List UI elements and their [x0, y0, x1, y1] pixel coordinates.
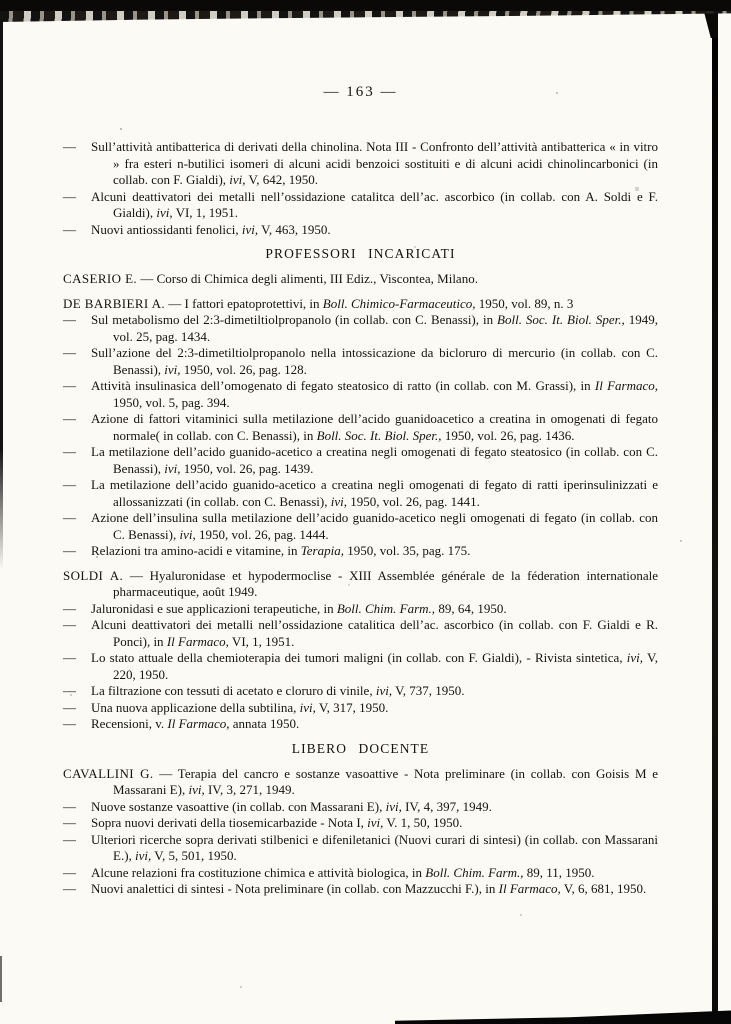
entry-dash: —	[63, 881, 76, 896]
bibliography-entry: — Azione dell’insulina sulla metilazione dell’acido guanido-acetico negli omogenati di fegato (in collab. con C. Benassi), ivi, 1950, vol. 26, pag. 1444.	[63, 510, 658, 542]
entry-group	[63, 271, 658, 288]
entry-dash: —	[63, 378, 76, 393]
page-content	[63, 0, 658, 906]
bibliography-entry: — La filtrazione con tessuti di acetato e cloruro di vinile, ivi, V, 737, 1950.	[63, 683, 465, 698]
entry-dash: —	[63, 650, 76, 665]
entry-dash: —	[63, 221, 76, 237]
bibliography-entry: — Lo stato attuale della chemioterapia dei tumori maligni (in collab. con F. Gialdi), - Rivista sintetica, ivi, V, 220, 1950.	[63, 650, 658, 682]
author-name: CAVALLINI G.	[63, 765, 154, 781]
bibliography-entry: — Nuovi antiossidanti fenolici, ivi, V, 463, 1950.	[63, 221, 331, 237]
bibliography-entry: — Sull’azione del 2:3-dimetiltiolpropanolo nella intossicazione da bicloruro di mercurio (in collab. con C. Benassi), ivi, 1950, vol. 26, pag. 128.	[63, 345, 658, 377]
bibliography-entry: — La metilazione dell’acido guanido-acetico a creatina negli omogenati di fegato steatosico (in collab. con C. Benassi), ivi, 1950, vol. 26, pag. 1439.	[63, 444, 658, 476]
bibliography-entry: — La metilazione dell’acido guanido-acetico a creatina negli omogenati di fegato di ratti iperinsulinizzati e allossanizzati (in collab. con C. Benassi), ivi, 1950, vol. 26, pag. 1441.	[63, 477, 658, 509]
entry-dash: —	[63, 188, 76, 204]
bibliography-entry: — Recensioni, v. Il Farmaco, annata 1950.	[63, 716, 300, 731]
section-heading: LIBERO DOCENTE	[291, 740, 430, 756]
entry-group	[63, 766, 658, 898]
bibliography-entry: — Alcune relazioni fra costituzione chimica e attività biologica, in Boll. Chim. Farm., 89, 11, 1950.	[63, 864, 595, 880]
author-entry: CASERIO E. — Corso di Chimica degli alimenti, III Ediz., Viscontea, Milano.	[63, 271, 478, 286]
scan-edge-right	[712, 8, 718, 1024]
bibliography-entry: — Nuove sostanze vasoattive (in collab. con Massarani E), ivi, IV, 4, 397, 1949.	[63, 798, 492, 814]
author-name: SOLDI A.	[63, 567, 124, 583]
entry-dash: —	[63, 312, 76, 327]
entry-dash: —	[63, 864, 76, 880]
bibliography-entry: — Alcuni deattivatori dei metalli nell’ossidazione catalitica dell’ac. ascorbico (in collab. con F. Gialdi e R. Ponci), in Il Farmaco, VI, 1, 1951.	[63, 617, 658, 649]
entry-group	[63, 139, 658, 238]
author-entry: SOLDI A. — Hyaluronidase et hypodermoclise - XIII Assemblée générale de la féderation internationale pharmaceutique, août 1949.	[63, 567, 659, 599]
bibliography-entry: — Alcuni deattivatori dei metalli nell’ossidazione catalitca dell’ac. ascorbico (in collab. con A. Soldi e F. Gialdi), ivi, VI, 1, 1951.	[63, 188, 658, 220]
entry-dash: —	[63, 444, 76, 459]
bibliography-entry: — Una nuova applicazione della subtilina, ivi, V, 317, 1950.	[63, 699, 389, 715]
entry-dash: —	[63, 510, 76, 525]
scan-edge-bottom	[395, 1008, 731, 1024]
entry-dash: —	[63, 139, 76, 154]
entry-dash: —	[63, 345, 76, 360]
bibliography-entry: — Ulteriori ricerche sopra derivati stilbenici e difeniletanici (Nuovi curari di sintesi) (in collab. con Massarani E.), ivi, V, 5, 501, 1950.	[63, 831, 658, 863]
entry-dash: —	[63, 617, 76, 632]
scan-edge-left-mark	[0, 956, 2, 1002]
scan-edge-top	[0, 0, 731, 11]
bibliography-entry: — Attività insulinasica dell’omogenato di fegato steatosico di ratto (in collab. con M. Grassi), in Il Farmaco, 1950, vol. 5, pag. 394.	[63, 378, 658, 410]
author-entry: DE BARBIERI A. — I fattori epatoprotettivi, in Boll. Chimico-Farmaceutico, 1950, vol. 89, n. 3	[63, 295, 574, 311]
author-entry: CAVALLINI G. — Terapia del cancro e sostanze vasoattive - Nota preliminare (in collab. con Goisis M e Massarani E), ivi, IV, 3, 271, 1949.	[63, 765, 659, 797]
entry-dash: —	[63, 600, 76, 616]
bibliography-entry: — Relazioni tra amino-acidi e vitamine, in Terapia, 1950, vol. 35, pag. 175.	[63, 543, 471, 558]
entry-dash: —	[63, 411, 76, 426]
author-name: DE BARBIERI A.	[63, 295, 166, 311]
bibliography-entry: — Azione di fattori vitaminici sulla metilazione dell’acido guanidoacetico a creatina in omogenati di fegato normale( in collab. con C. Benassi), in Boll. Soc. It. Biol. Sper., 1950, vol. 26, pag. 1436.	[63, 411, 658, 443]
page-number: — 163 —	[323, 84, 398, 100]
entry-group	[63, 296, 658, 560]
entry-dash: —	[63, 831, 76, 847]
entry-dash: —	[63, 815, 76, 830]
bibliography-entry: — Sull’attività antibatterica di derivati della chinolina. Nota III - Confronto dell’attività antibatterica « in vitro » fra esteri n-butilici isomeri di alcuni acidi benzoici sostituiti e di alcuni acidi chinolincarbonici (in collab. con F. Gialdi), ivi, V, 642, 1950.	[63, 139, 658, 187]
entry-dash: —	[63, 477, 76, 492]
scan-edge-left	[0, 14, 3, 570]
section-heading: PROFESSORI INCARICATI	[265, 246, 456, 261]
entry-group	[63, 568, 658, 733]
entry-dash: —	[63, 699, 76, 715]
bibliography-entry: — Nuovi analettici di sintesi - Nota preliminare (in collab. con Mazzucchi F.), in Il Farmaco, V, 6, 681, 1950.	[63, 881, 647, 896]
entry-dash: —	[63, 543, 76, 558]
bibliography-entry: — Sul metabolismo del 2:3-dimetiltiolpropanolo (in collab. con C. Benassi), in Boll. Soc. It. Biol. Sper., 1949, vol. 25, pag. 1434.	[63, 312, 658, 344]
bibliography-entry: — Sopra nuovi derivati della tiosemicarbazide - Nota I, ivi, V. 1, 50, 1950.	[63, 815, 463, 830]
entry-dash: —	[63, 798, 76, 814]
entry-dash: —	[63, 716, 76, 731]
entry-dash: —	[63, 683, 76, 698]
author-name: CASERIO E.	[63, 271, 138, 286]
bibliography-entry: — Jaluronidasi e sue applicazioni terapeutiche, in Boll. Chim. Farm., 89, 64, 1950.	[63, 600, 507, 616]
